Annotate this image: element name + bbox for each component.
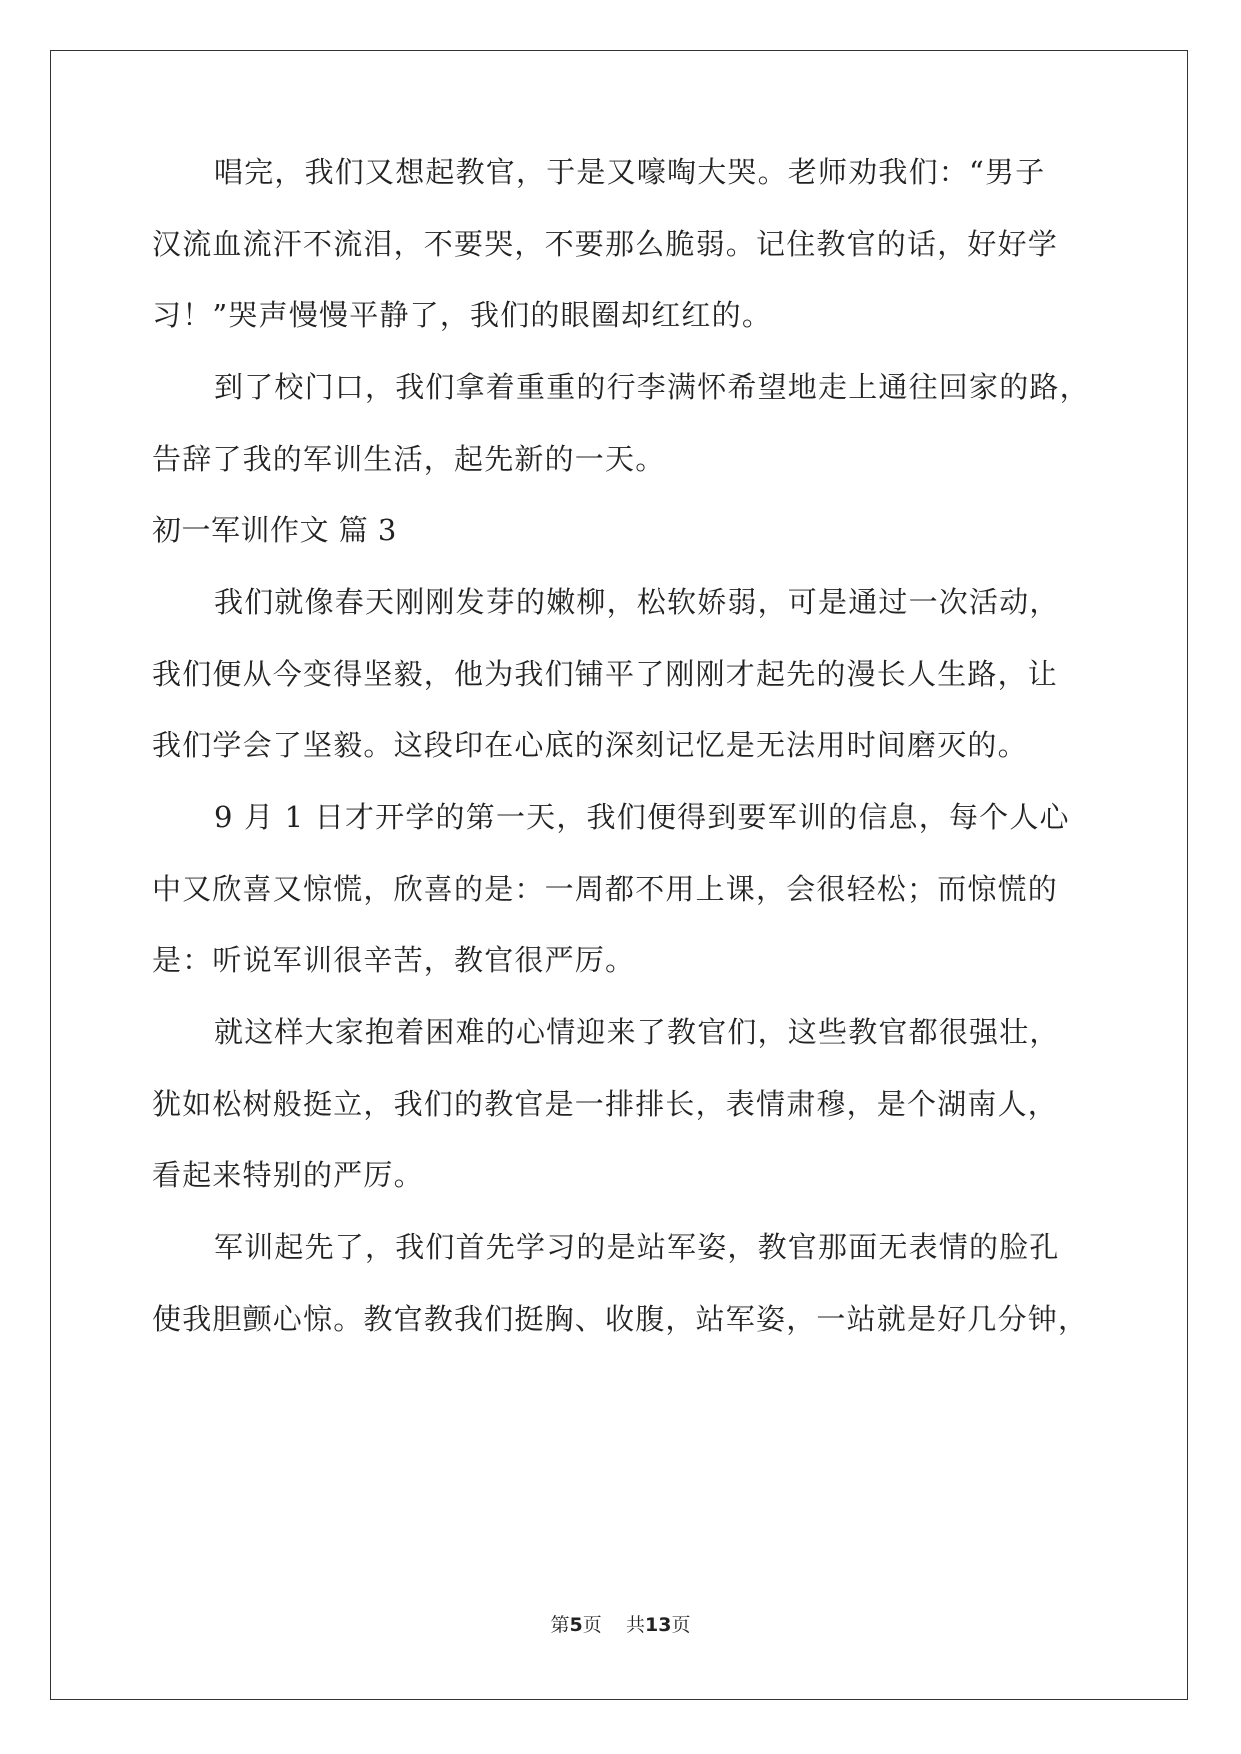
text-line: 看起来特别的严厉。 [152, 1158, 424, 1192]
text-line: 犹如松树般挺立，我们的教官是一排排长，表情肃穆，是个湖南人， [152, 1087, 1059, 1121]
text-line: 唱完，我们又想起教官，于是又嚎啕大哭。老师劝我们：“男子 [214, 155, 1046, 189]
total-pages: 13 [644, 1614, 672, 1636]
footer-page-unit: 页 [582, 1614, 602, 1636]
text-line: 我们便从今变得坚毅，他为我们铺平了刚刚才起先的漫长人生路，让 [152, 657, 1059, 691]
text-line: 我们就像春天刚刚发芽的嫩柳，松软娇弱，可是通过一次活动， [214, 585, 1060, 619]
page-footer [0, 1610, 1241, 1637]
text-line: 是：听说军训很辛苦，教官很严厉。 [152, 943, 636, 977]
text-line: 使我胆颤心惊。教官教我们挺胸、收腹，站军姿，一站就是好几分钟， [152, 1302, 1089, 1336]
text-line: 到了校门口，我们拿着重重的行李满怀希望地走上通往回家的路， [214, 370, 1090, 404]
text-line: 汉流血流汗不流泪，不要哭，不要那么脆弱。记住教官的话，好好学 [152, 227, 1059, 261]
footer-total-unit: 页 [671, 1614, 691, 1636]
text-line: 军训起先了，我们首先学习的是站军姿，教官那面无表情的脸孔 [214, 1230, 1060, 1264]
text-line: 我们学会了坚毅。这段印在心底的深刻记忆是无法用时间磨灭的。 [152, 728, 1028, 762]
text-line: 中又欣喜又惊慌，欣喜的是：一周都不用上课，会很轻松；而惊慌的 [152, 872, 1059, 906]
footer-prefix: 第 [550, 1614, 570, 1636]
text-line: 9 月 1 日才开学的第一天，我们便得到要军训的信息，每个人心 [214, 800, 1070, 834]
text-line: 就这样大家抱着困难的心情迎来了教官们，这些教官都很强壮， [214, 1015, 1060, 1049]
page-number: 5 [569, 1614, 583, 1636]
text-line: 习！”哭声慢慢平静了，我们的眼圈却红红的。 [152, 298, 773, 332]
footer-total-prefix: 共 [625, 1614, 645, 1636]
section-heading: 初一军训作文 篇 3 [152, 513, 397, 547]
text-line: 告辞了我的军训生活，起先新的一天。 [152, 442, 666, 476]
